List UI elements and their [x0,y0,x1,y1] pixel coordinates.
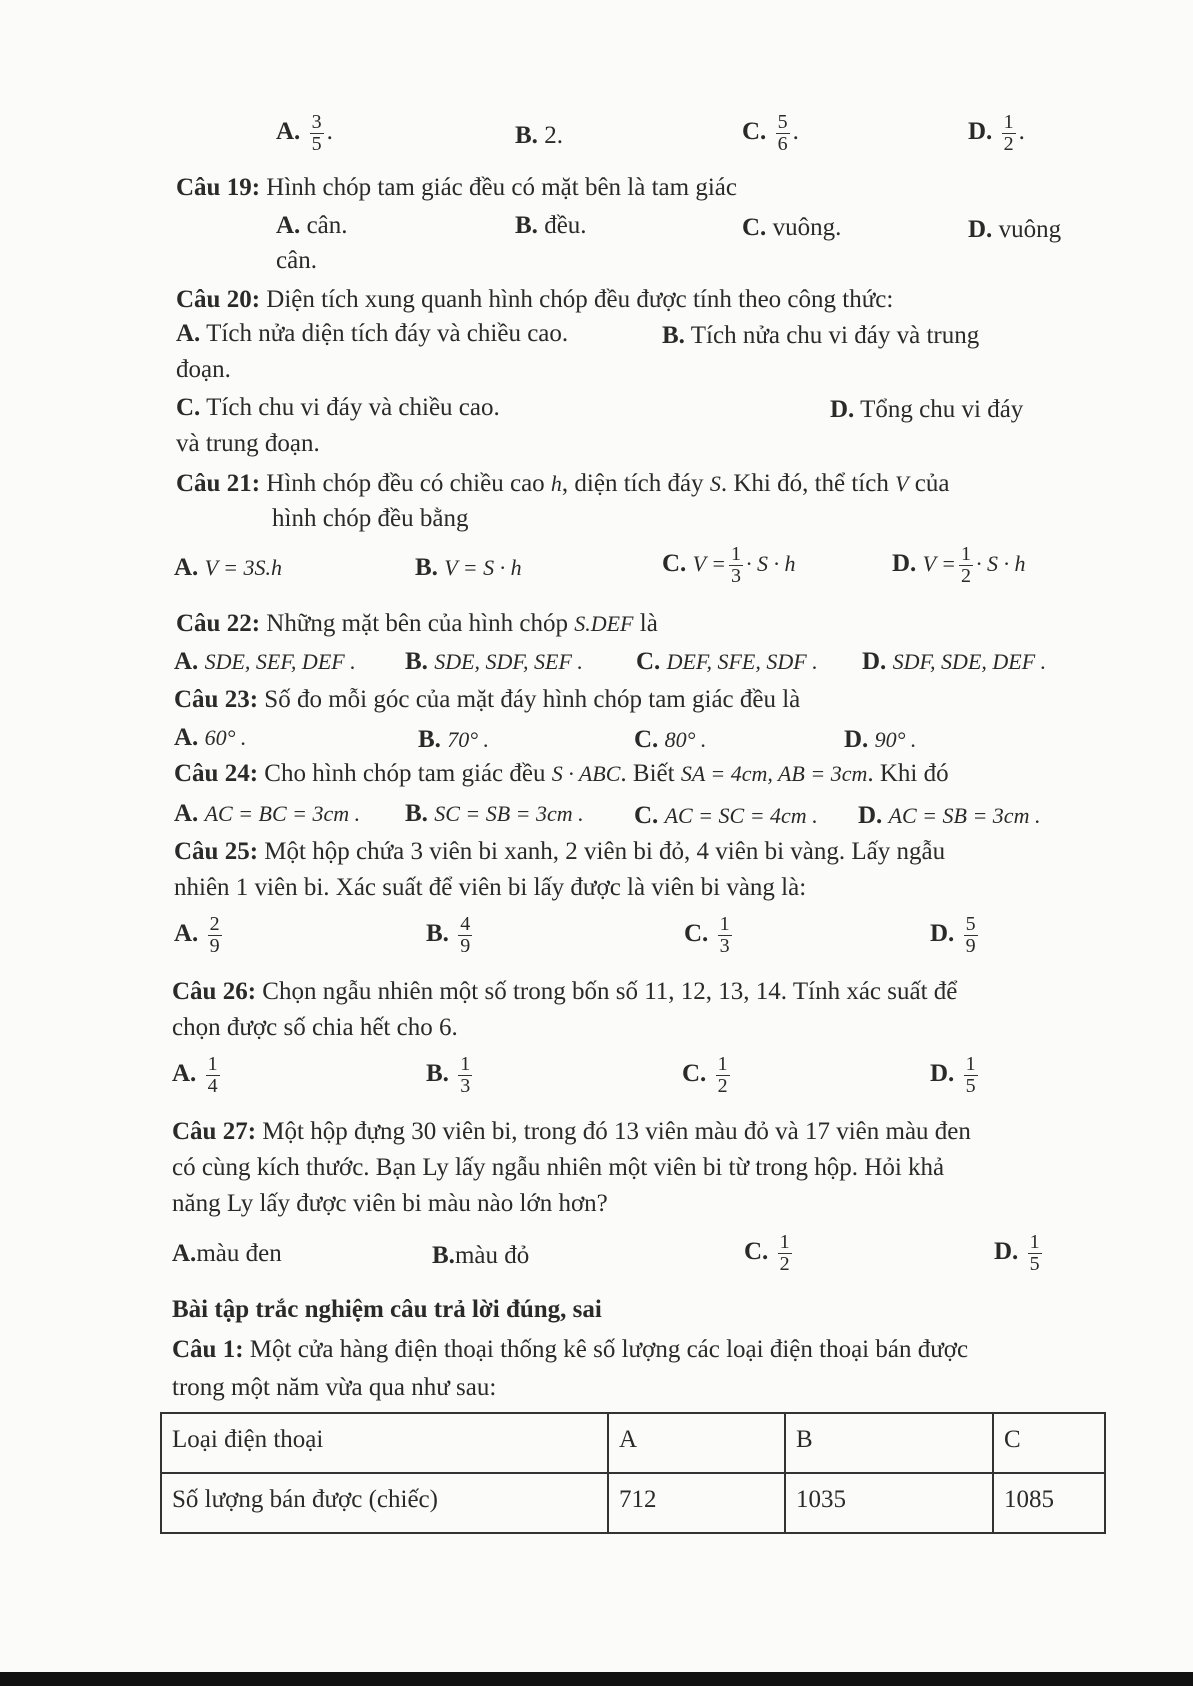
q27-question-cont-1: có cùng kích thước. Bạn Ly lấy ngẫu nhiên một viên bi từ trong hộp. Hỏi khả [172,1154,945,1181]
q19-option-d-cont: cân. [276,247,317,274]
q20-option-b: B. Tích nửa chu vi đáy và trung [662,322,980,349]
q20-option-d: D. Tổng chu vi đáy [830,396,1024,423]
table-cell: 1085 [993,1473,1105,1533]
q20-option-b-cont: đoạn. [176,356,231,383]
table-cell: Số lượng bán được (chiếc) [161,1473,608,1533]
q23-option-d: D. 90° . [844,726,917,753]
q22-question: Câu 22: Những mặt bên của hình chóp S.DEF là [176,610,658,637]
q22-option-c: C. DEF, SFE, SDF . [636,648,818,675]
q26-option-d: D. $\frac{1}{5}$ [930,1053,976,1097]
q18-option-a: A. $\frac{3}{5}$ . [276,111,333,155]
q26-option-b: B. $\frac{1}{3}$ [426,1053,471,1097]
q26-option-a: A. $\frac{1}{4}$ [172,1053,218,1097]
q19-question: Câu 19: Hình chóp tam giác đều có mặt bên là tam giác [176,174,737,201]
q20-option-a: A. Tích nửa diện tích đáy và chiều cao. [176,320,569,347]
q26-question-cont: chọn được số chia hết cho 6. [172,1014,458,1041]
q20-option-c: C. Tích chu vi đáy và chiều cao. [176,394,500,421]
q18-option-d: D. $\frac{1}{2}$ . [968,111,1025,155]
table-cell: A [608,1413,785,1473]
q22-option-b: B. SDE, SDF, SEF . [405,648,583,675]
table-cell: Loại điện thoại [161,1413,608,1473]
table-cell: 712 [608,1473,785,1533]
scan-edge [0,1672,1193,1686]
q25-option-a: A. $\frac{2}{9}$ [174,913,220,957]
q25-option-b: B. $\frac{4}{9}$ [426,913,471,957]
table-row [161,1473,1105,1533]
table-cell: C [993,1413,1105,1473]
q27-option-b: B.màu đỏ [432,1242,530,1269]
q19-option-a: A. cân. [276,212,348,239]
q24-option-b: B. SC = SB = 3cm . [405,800,584,827]
q27-question-cont-2: năng Ly lấy được viên bi màu nào lớn hơn? [172,1190,608,1217]
q19-option-d: D. vuông [968,216,1062,243]
q23-option-a: A. 60° . [174,724,247,751]
q24-option-a: A. AC = BC = 3cm . [174,800,361,827]
q25-question-cont: nhiên 1 viên bi. Xác suất để viên bi lấy được là viên bi vàng là: [174,874,807,901]
q26-question: Câu 26: Chọn ngẫu nhiên một số trong bốn số 11, 12, 13, 14. Tính xác suất để [172,978,958,1005]
q27-question: Câu 27: Một hộp đựng 30 viên bi, trong đó 13 viên màu đỏ và 17 viên màu đen [172,1118,971,1145]
q21-option-b: B. V = S · h [415,554,522,581]
q25-option-c: C. $\frac{1}{3}$ [684,913,730,957]
q24-question: Câu 24: Cho hình chóp tam giác đều S · ABC. Biết SA = 4cm, AB = 3cm. Khi đó [174,760,949,787]
q19-option-c: C. vuông. [742,214,842,241]
q25-option-d: D. $\frac{5}{9}$ [930,913,976,957]
q27-option-d: D. $\frac{1}{5}$ [994,1231,1040,1275]
q18-option-c: C. $\frac{5}{6}$ . [742,111,799,155]
q20-option-d-cont: và trung đoạn. [176,430,320,457]
phone-sales-table [160,1412,1106,1534]
q1-question-cont: trong một năm vừa qua như sau: [172,1374,497,1401]
q23-option-c: C. 80° . [634,726,707,753]
table-row [161,1413,1105,1473]
q27-option-c: C. $\frac{1}{2}$ [744,1231,790,1275]
q21-option-c: C. V = $\frac{1}{3}$ · S · h [662,543,796,587]
q21-option-a: A. V = 3S.h [174,554,282,581]
q19-option-b: B. đều. [515,212,587,239]
table-cell: B [785,1413,993,1473]
q22-option-a: A. SDE, SEF, DEF . [174,648,356,675]
q21-question-cont: hình chóp đều bằng [272,505,469,532]
section-title: Bài tập trắc nghiệm câu trả lời đúng, sai [172,1296,602,1323]
q21-question: Câu 21: Hình chóp đều có chiều cao h, diện tích đáy S. Khi đó, thể tích V của [176,470,950,497]
table-cell: 1035 [785,1473,993,1533]
q26-option-c: C. $\frac{1}{2}$ [682,1053,728,1097]
q18-option-b: B. 2. [515,122,563,149]
q27-option-a: A.màu đen [172,1240,282,1267]
q24-option-d: D. AC = SB = 3cm . [858,802,1041,829]
q20-question: Câu 20: Diện tích xung quanh hình chóp đều được tính theo công thức: [176,286,894,313]
q25-question: Câu 25: Một hộp chứa 3 viên bi xanh, 2 viên bi đỏ, 4 viên bi vàng. Lấy ngẫu [174,838,946,865]
q23-option-b: B. 70° . [418,726,489,753]
q22-option-d: D. SDF, SDE, DEF . [862,648,1047,675]
q24-option-c: C. AC = SC = 4cm . [634,802,818,829]
q23-question: Câu 23: Số đo mỗi góc của mặt đáy hình chóp tam giác đều là [174,686,801,713]
q1-question: Câu 1: Một cửa hàng điện thoại thống kê số lượng các loại điện thoại bán được [172,1336,969,1363]
q21-option-d: D. V = $\frac{1}{2}$ · S · h [892,543,1026,587]
